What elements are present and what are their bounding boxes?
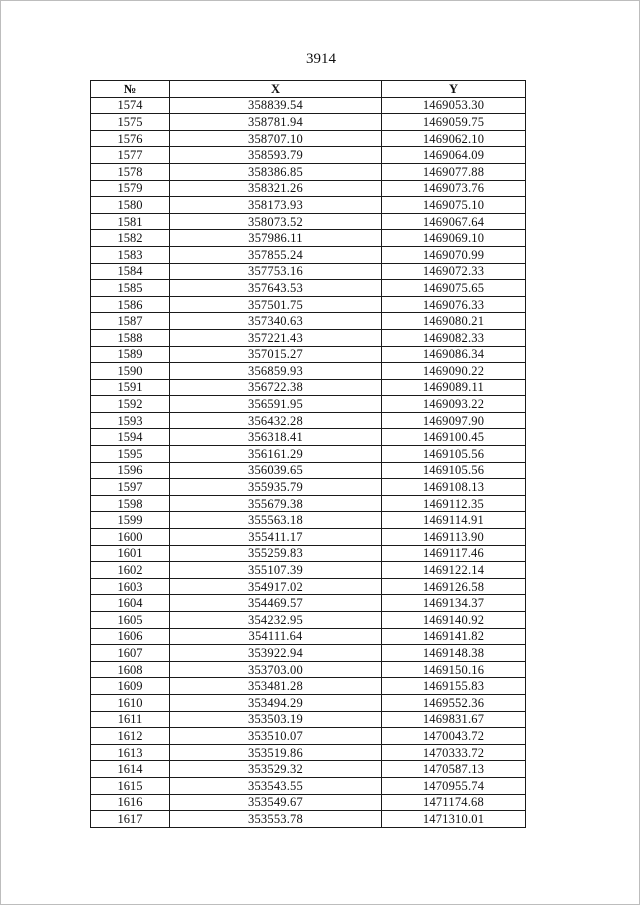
point-number-cell: 1606	[91, 628, 170, 645]
y-coordinate-cell: 1469150.16	[382, 661, 526, 678]
x-coordinate-cell: 358593.79	[170, 147, 382, 164]
point-number-cell: 1590	[91, 363, 170, 380]
x-coordinate-cell: 353549.67	[170, 794, 382, 811]
x-coordinate-cell: 355107.39	[170, 562, 382, 579]
table-row	[91, 130, 526, 147]
table-row	[91, 595, 526, 612]
table-row	[91, 363, 526, 380]
table-row	[91, 479, 526, 496]
point-number-cell: 1586	[91, 296, 170, 313]
table-row	[91, 429, 526, 446]
table-row	[91, 163, 526, 180]
x-coordinate-cell: 357986.11	[170, 230, 382, 247]
y-coordinate-cell: 1469070.99	[382, 246, 526, 263]
table-row	[91, 495, 526, 512]
table-row	[91, 114, 526, 131]
point-number-cell: 1599	[91, 512, 170, 529]
point-number-cell: 1607	[91, 645, 170, 662]
point-number-cell: 1616	[91, 794, 170, 811]
table-row	[91, 230, 526, 247]
point-number-cell: 1602	[91, 562, 170, 579]
x-coordinate-cell: 356722.38	[170, 379, 382, 396]
y-coordinate-cell: 1469075.65	[382, 280, 526, 297]
y-coordinate-cell: 1469053.30	[382, 97, 526, 114]
table-row	[91, 97, 526, 114]
x-coordinate-cell: 356859.93	[170, 363, 382, 380]
table-row	[91, 512, 526, 529]
point-number-cell: 1578	[91, 163, 170, 180]
x-coordinate-cell: 355679.38	[170, 495, 382, 512]
table-row	[91, 263, 526, 280]
table-row	[91, 761, 526, 778]
x-coordinate-cell: 353519.86	[170, 744, 382, 761]
x-coordinate-cell: 355259.83	[170, 545, 382, 562]
point-number-cell: 1584	[91, 263, 170, 280]
y-coordinate-cell: 1470043.72	[382, 728, 526, 745]
table-row	[91, 811, 526, 828]
y-coordinate-cell: 1469076.33	[382, 296, 526, 313]
y-coordinate-cell: 1469141.82	[382, 628, 526, 645]
x-coordinate-cell: 354232.95	[170, 612, 382, 629]
y-coordinate-cell: 1469082.33	[382, 329, 526, 346]
y-coordinate-cell: 1469108.13	[382, 479, 526, 496]
table-header-row	[91, 81, 526, 98]
y-coordinate-cell: 1469122.14	[382, 562, 526, 579]
point-number-cell: 1591	[91, 379, 170, 396]
y-coordinate-cell: 1469117.46	[382, 545, 526, 562]
table-row	[91, 197, 526, 214]
y-coordinate-cell: 1469552.36	[382, 694, 526, 711]
table-row	[91, 379, 526, 396]
table-row	[91, 694, 526, 711]
table-body	[91, 97, 526, 827]
x-coordinate-cell: 356432.28	[170, 412, 382, 429]
x-coordinate-cell: 357855.24	[170, 246, 382, 263]
x-coordinate-cell: 355411.17	[170, 529, 382, 546]
table-row	[91, 562, 526, 579]
table-row	[91, 213, 526, 230]
x-coordinate-cell: 357501.75	[170, 296, 382, 313]
y-coordinate-cell: 1469080.21	[382, 313, 526, 330]
x-coordinate-cell: 356591.95	[170, 396, 382, 413]
y-coordinate-cell: 1469105.56	[382, 446, 526, 463]
y-coordinate-cell: 1470587.13	[382, 761, 526, 778]
point-number-cell: 1617	[91, 811, 170, 828]
y-coordinate-cell: 1469069.10	[382, 230, 526, 247]
x-coordinate-cell: 357221.43	[170, 329, 382, 346]
y-coordinate-cell: 1469064.09	[382, 147, 526, 164]
point-number-cell: 1611	[91, 711, 170, 728]
table-row	[91, 612, 526, 629]
y-coordinate-cell: 1469086.34	[382, 346, 526, 363]
point-number-cell: 1593	[91, 412, 170, 429]
x-coordinate-cell: 354469.57	[170, 595, 382, 612]
point-number-cell: 1614	[91, 761, 170, 778]
table-row	[91, 744, 526, 761]
y-coordinate-cell: 1469134.37	[382, 595, 526, 612]
x-coordinate-cell: 356039.65	[170, 462, 382, 479]
column-header-x: X	[170, 81, 382, 98]
table-row	[91, 777, 526, 794]
y-coordinate-cell: 1469140.92	[382, 612, 526, 629]
x-coordinate-cell: 353529.32	[170, 761, 382, 778]
y-coordinate-cell: 1469105.56	[382, 462, 526, 479]
y-coordinate-cell: 1469126.58	[382, 578, 526, 595]
y-coordinate-cell: 1469073.76	[382, 180, 526, 197]
x-coordinate-cell: 353494.29	[170, 694, 382, 711]
point-number-cell: 1579	[91, 180, 170, 197]
point-number-cell: 1603	[91, 578, 170, 595]
y-coordinate-cell: 1469067.64	[382, 213, 526, 230]
table-row	[91, 645, 526, 662]
y-coordinate-cell: 1469113.90	[382, 529, 526, 546]
y-coordinate-cell: 1470333.72	[382, 744, 526, 761]
y-coordinate-cell: 1469089.11	[382, 379, 526, 396]
point-number-cell: 1576	[91, 130, 170, 147]
x-coordinate-cell: 353481.28	[170, 678, 382, 695]
table-row	[91, 329, 526, 346]
x-coordinate-cell: 355563.18	[170, 512, 382, 529]
x-coordinate-cell: 355935.79	[170, 479, 382, 496]
y-coordinate-cell: 1469831.67	[382, 711, 526, 728]
table-row	[91, 296, 526, 313]
x-coordinate-cell: 356318.41	[170, 429, 382, 446]
x-coordinate-cell: 353503.19	[170, 711, 382, 728]
y-coordinate-cell: 1469097.90	[382, 412, 526, 429]
point-number-cell: 1608	[91, 661, 170, 678]
point-number-cell: 1581	[91, 213, 170, 230]
point-number-cell: 1605	[91, 612, 170, 629]
point-number-cell: 1600	[91, 529, 170, 546]
y-coordinate-cell: 1469072.33	[382, 263, 526, 280]
point-number-cell: 1612	[91, 728, 170, 745]
y-coordinate-cell: 1469100.45	[382, 429, 526, 446]
x-coordinate-cell: 357015.27	[170, 346, 382, 363]
table-row	[91, 462, 526, 479]
coordinates-table	[90, 80, 526, 828]
point-number-cell: 1595	[91, 446, 170, 463]
table-row	[91, 180, 526, 197]
point-number-cell: 1604	[91, 595, 170, 612]
table-row	[91, 280, 526, 297]
point-number-cell: 1609	[91, 678, 170, 695]
y-coordinate-cell: 1469148.38	[382, 645, 526, 662]
x-coordinate-cell: 353922.94	[170, 645, 382, 662]
x-coordinate-cell: 358321.26	[170, 180, 382, 197]
x-coordinate-cell: 358839.54	[170, 97, 382, 114]
page-number: 3914	[306, 51, 336, 67]
x-coordinate-cell: 358707.10	[170, 130, 382, 147]
point-number-cell: 1588	[91, 329, 170, 346]
x-coordinate-cell: 353510.07	[170, 728, 382, 745]
point-number-cell: 1575	[91, 114, 170, 131]
table-row	[91, 446, 526, 463]
table-row	[91, 628, 526, 645]
table-row	[91, 147, 526, 164]
point-number-cell: 1610	[91, 694, 170, 711]
point-number-cell: 1580	[91, 197, 170, 214]
point-number-cell: 1594	[91, 429, 170, 446]
column-header-y: Y	[382, 81, 526, 98]
y-coordinate-cell: 1469077.88	[382, 163, 526, 180]
x-coordinate-cell: 353543.55	[170, 777, 382, 794]
point-number-cell: 1589	[91, 346, 170, 363]
x-coordinate-cell: 354917.02	[170, 578, 382, 595]
point-number-cell: 1615	[91, 777, 170, 794]
table-row	[91, 794, 526, 811]
y-coordinate-cell: 1469062.10	[382, 130, 526, 147]
x-coordinate-cell: 353703.00	[170, 661, 382, 678]
point-number-cell: 1585	[91, 280, 170, 297]
table-row	[91, 578, 526, 595]
x-coordinate-cell: 358073.52	[170, 213, 382, 230]
table-row	[91, 346, 526, 363]
point-number-cell: 1582	[91, 230, 170, 247]
x-coordinate-cell: 357340.63	[170, 313, 382, 330]
x-coordinate-cell: 353553.78	[170, 811, 382, 828]
x-coordinate-cell: 357753.16	[170, 263, 382, 280]
y-coordinate-cell: 1469155.83	[382, 678, 526, 695]
y-coordinate-cell: 1469093.22	[382, 396, 526, 413]
point-number-cell: 1613	[91, 744, 170, 761]
table-row	[91, 678, 526, 695]
point-number-cell: 1583	[91, 246, 170, 263]
table-row	[91, 711, 526, 728]
point-number-cell: 1587	[91, 313, 170, 330]
x-coordinate-cell: 358781.94	[170, 114, 382, 131]
point-number-cell: 1601	[91, 545, 170, 562]
x-coordinate-cell: 358386.85	[170, 163, 382, 180]
x-coordinate-cell: 358173.93	[170, 197, 382, 214]
table-row	[91, 661, 526, 678]
x-coordinate-cell: 356161.29	[170, 446, 382, 463]
y-coordinate-cell: 1469059.75	[382, 114, 526, 131]
y-coordinate-cell: 1469075.10	[382, 197, 526, 214]
point-number-cell: 1597	[91, 479, 170, 496]
table-row	[91, 545, 526, 562]
y-coordinate-cell: 1469090.22	[382, 363, 526, 380]
y-coordinate-cell: 1471174.68	[382, 794, 526, 811]
table-row	[91, 529, 526, 546]
point-number-cell: 1592	[91, 396, 170, 413]
table-row	[91, 396, 526, 413]
y-coordinate-cell: 1469112.35	[382, 495, 526, 512]
y-coordinate-cell: 1469114.91	[382, 512, 526, 529]
y-coordinate-cell: 1470955.74	[382, 777, 526, 794]
column-header-number: №	[91, 81, 170, 98]
table-row	[91, 412, 526, 429]
point-number-cell: 1598	[91, 495, 170, 512]
x-coordinate-cell: 357643.53	[170, 280, 382, 297]
y-coordinate-cell: 1471310.01	[382, 811, 526, 828]
point-number-cell: 1577	[91, 147, 170, 164]
x-coordinate-cell: 354111.64	[170, 628, 382, 645]
table-row	[91, 728, 526, 745]
point-number-cell: 1574	[91, 97, 170, 114]
table-row	[91, 313, 526, 330]
table-row	[91, 246, 526, 263]
point-number-cell: 1596	[91, 462, 170, 479]
